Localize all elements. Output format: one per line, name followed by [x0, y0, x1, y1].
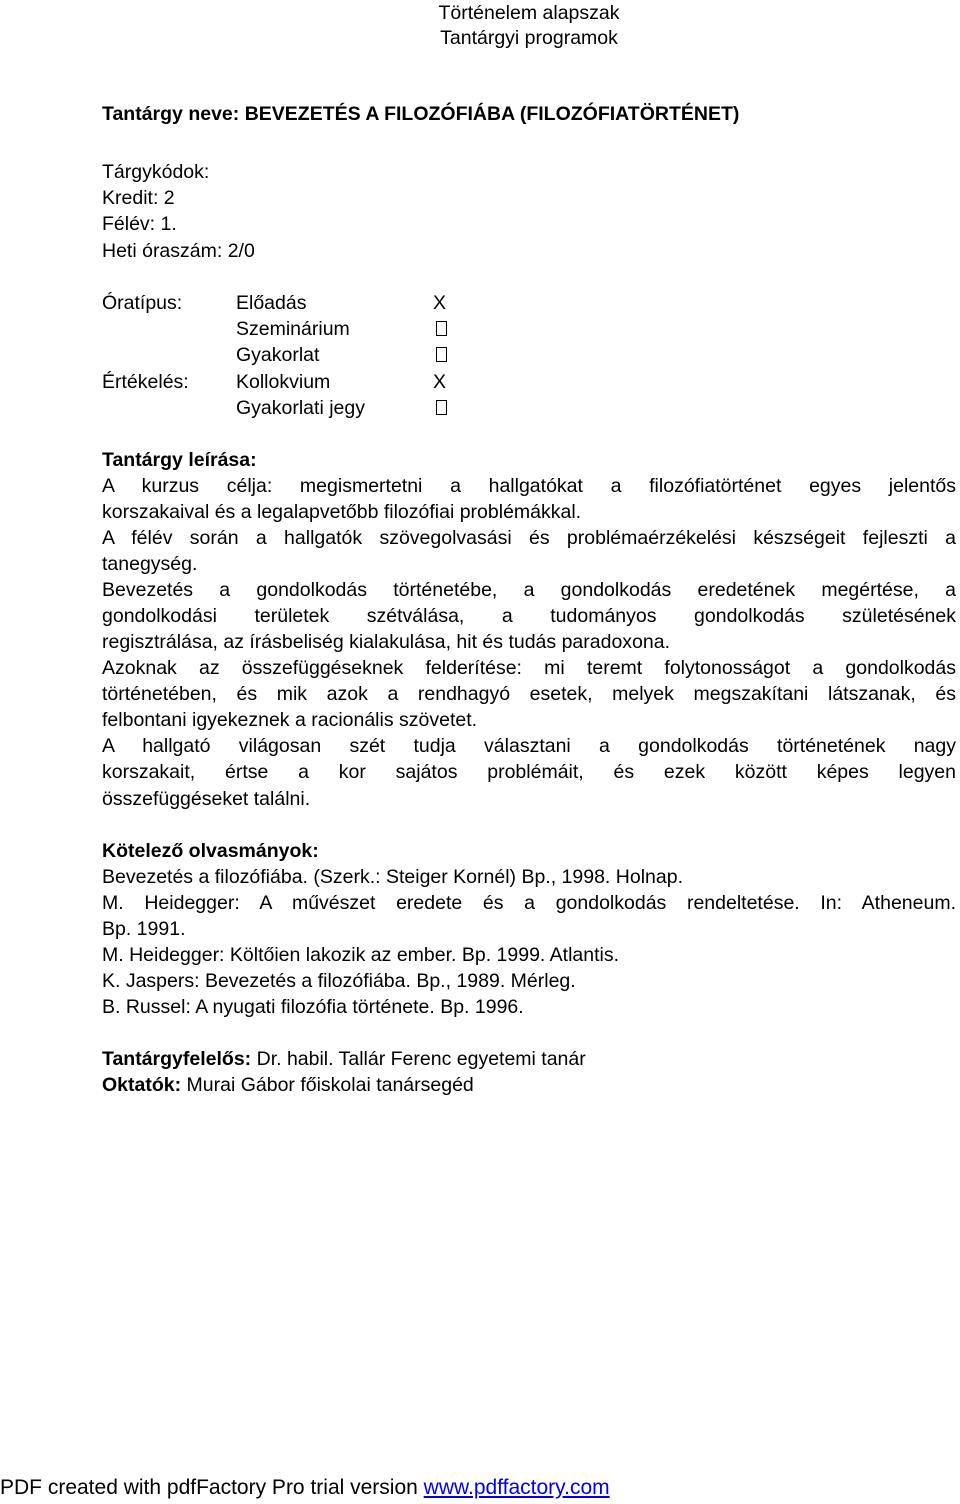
- description-line: összefüggéseket találni.: [102, 788, 311, 810]
- description-line: regisztrálása, az írásbeliség kialakulása, hit és tudás paradoxona.: [102, 631, 670, 653]
- class-type-name: Előadás: [236, 292, 307, 314]
- footer-text: PDF created with pdfFactory Pro trial version: [0, 1476, 424, 1499]
- checkbox-empty: [436, 316, 447, 342]
- evaluation-label: Értékelés:: [102, 371, 189, 393]
- instructors-value: Murai Gábor főiskolai tanársegéd: [186, 1074, 474, 1096]
- class-type-label: Óratípus:: [102, 292, 183, 314]
- evaluation-name: Kollokvium: [236, 371, 331, 393]
- description-line: korszakaival és a legalapvetőbb filozófiai problémákkal.: [102, 501, 582, 523]
- subject-hours: Heti óraszám: 2/0: [102, 240, 255, 262]
- description-heading: Tantárgy leírása:: [102, 449, 257, 471]
- subject-semester: Félév: 1.: [102, 213, 177, 235]
- header-line-1: Történelem alapszak: [438, 2, 620, 24]
- description-line: gondolkodási területek szétválása, a tudományos gondolkodás születésének: [102, 605, 956, 627]
- reading-item: K. Jaspers: Bevezetés a filozófiába. Bp., 1989. Mérleg.: [102, 970, 576, 992]
- description-line: Azoknak az összefüggéseknek felderítése: mi teremt folytonosságot a gondolkodás: [102, 657, 956, 679]
- description-line: felbontani igyekeznek a racionális szövetet.: [102, 709, 478, 731]
- subject-label: Tantárgy neve:: [102, 103, 240, 125]
- reading-item: Bevezetés a filozófiába. (Szerk.: Steiger Kornél) Bp., 1998. Holnap.: [102, 866, 683, 888]
- subject-name: BEVEZETÉS A FILOZÓFIÁBA (FILOZÓFIATÖRTÉNET): [244, 103, 740, 125]
- instructors-row: [102, 1072, 474, 1098]
- reading-item: M. Heidegger: A művészet eredete és a gondolkodás rendeltetése. In: Atheneum.: [102, 892, 956, 914]
- readings-heading: Kötelező olvasmányok:: [102, 840, 319, 862]
- checkbox-empty: [436, 342, 447, 368]
- evaluation-mark: X: [433, 371, 447, 393]
- reading-item: B. Russel: A nyugati filozófia története. Bp. 1996.: [102, 996, 524, 1018]
- instructors-label: Oktatók:: [102, 1074, 182, 1096]
- pdf-footer: [0, 1474, 610, 1502]
- footer-link[interactable]: www.pdffactory.com: [423, 1476, 610, 1499]
- description-line: A kurzus célja: megismertetni a hallgatókat a filozófiatörténet egyes jelentős: [102, 475, 956, 497]
- subject-credit: Kredit: 2: [102, 187, 175, 209]
- class-type-name: Szeminárium: [236, 318, 350, 340]
- description-line: Bevezetés a gondolkodás történetébe, a gondolkodás eredetének megértése, a: [102, 579, 956, 601]
- subject-title: [102, 101, 739, 127]
- responsible-value: Dr. habil. Tallár Ferenc egyetemi tanár: [256, 1048, 586, 1070]
- description-line: A félév során a hallgatók szövegolvasási és problémaérzékelési készségeit fejleszti a: [102, 527, 956, 549]
- description-line: történetében, és mik azok a rendhagyó esetek, melyek megszakítani látszanak, és: [102, 683, 956, 705]
- responsible-row: [102, 1046, 586, 1072]
- description-line: A hallgató világosan szét tudja választani a gondolkodás történetének nagy: [102, 735, 956, 757]
- class-type-mark: X: [433, 292, 447, 314]
- description-line: tanegység.: [102, 553, 198, 575]
- subject-codes: Tárgykódok:: [102, 161, 210, 183]
- reading-item: Bp. 1991.: [102, 918, 186, 940]
- evaluation-name: Gyakorlati jegy: [236, 397, 365, 419]
- checkbox-empty: [436, 395, 447, 421]
- description-line: korszakait, értse a kor sajátos problémáit, és ezek között képes legyen: [102, 761, 956, 783]
- class-type-name: Gyakorlat: [236, 344, 320, 366]
- reading-item: M. Heidegger: Költőien lakozik az ember. Bp. 1999. Atlantis.: [102, 944, 620, 966]
- header-line-2: Tantárgyi programok: [440, 27, 618, 49]
- responsible-label: Tantárgyfelelős:: [102, 1048, 252, 1070]
